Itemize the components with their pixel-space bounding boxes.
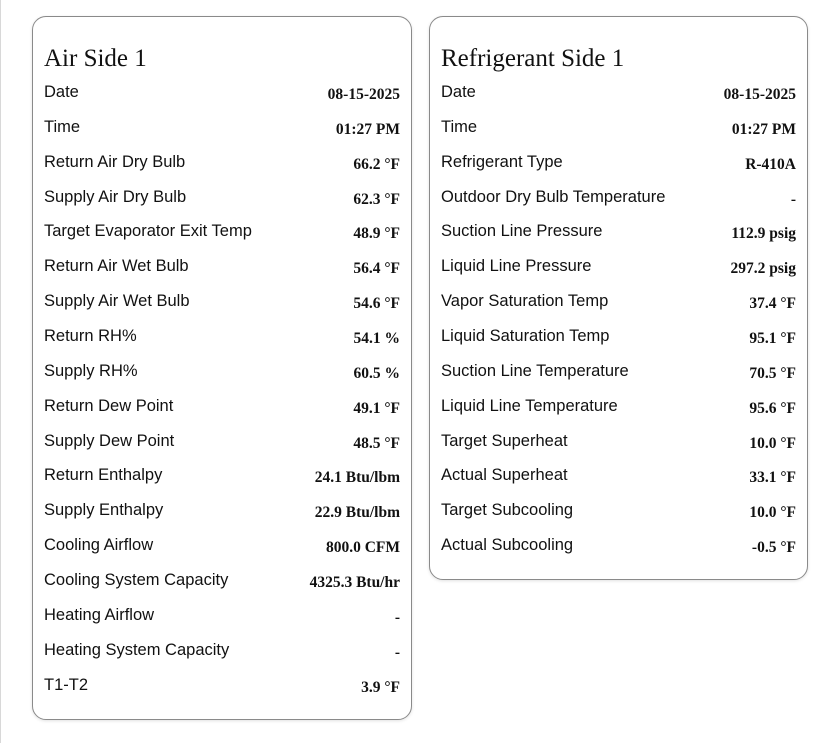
row-heating-system-capacity: [33, 641, 411, 665]
row-label: Liquid Line Pressure: [441, 257, 592, 276]
row-label: Supply Dew Point: [44, 431, 175, 450]
row-outdoor-dry-bulb-temperature: [430, 188, 807, 212]
row-label: Supply RH%: [44, 361, 138, 380]
row-supply-rh-pct: [33, 362, 411, 386]
row-supply-air-dry-bulb: [33, 188, 411, 212]
row-value: 01:27 PM: [335, 120, 400, 138]
row-label: Target Superheat: [441, 431, 568, 450]
row-label: Refrigerant Type: [441, 152, 563, 171]
row-value: 08-15-2025: [723, 86, 796, 103]
row-return-enthalpy: [33, 466, 411, 490]
row-liquid-saturation-temp: [430, 327, 807, 351]
refrigerant-side-title: Refrigerant Side 1: [441, 45, 625, 72]
row-label: Suction Line Pressure: [441, 222, 603, 241]
row-value: 62.3 °F: [353, 190, 400, 208]
row-label: Supply Enthalpy: [44, 501, 164, 520]
row-suction-line-pressure: [430, 222, 807, 246]
row-value: R-410A: [745, 155, 796, 173]
row-label: Date: [44, 83, 79, 101]
row-value: 3.9 °F: [361, 678, 400, 696]
row-value: -: [394, 608, 400, 626]
row-label: Return Air Dry Bulb: [44, 152, 186, 171]
row-t1-t2: [33, 676, 411, 700]
row-return-rh-pct: [33, 327, 411, 351]
row-label: T1-T2: [44, 675, 89, 694]
row-label: Date: [441, 83, 476, 101]
row-time: [33, 118, 411, 142]
row-label: Cooling System Capacity: [44, 570, 229, 589]
row-label: Supply Air Dry Bulb: [44, 187, 187, 206]
row-return-air-dry-bulb: [33, 153, 411, 177]
row-refrigerant-type: [430, 153, 807, 177]
row-value: 49.1 °F: [353, 399, 400, 417]
row-value: 10.0 °F: [749, 504, 796, 522]
air-side-card: [32, 16, 412, 720]
row-value: 54.6 °F: [353, 295, 400, 313]
row-value: 01:27 PM: [731, 120, 796, 138]
row-label: Time: [441, 117, 478, 136]
row-actual-superheat: [430, 466, 807, 490]
row-label: Actual Subcooling: [441, 536, 574, 554]
row-label: Return Enthalpy: [44, 466, 163, 485]
row-label: Heating Airflow: [44, 605, 155, 624]
row-value: 33.1 °F: [749, 469, 796, 487]
row-value: 24.1 Btu/lbm: [314, 469, 400, 487]
row-value: -: [790, 190, 796, 208]
row-target-evaporator-exit-temp: [33, 222, 411, 246]
row-value: 10.0 °F: [749, 434, 796, 452]
row-label: Return Air Wet Bulb: [44, 257, 189, 276]
row-date: [33, 83, 411, 107]
row-value: 54.1 %: [353, 330, 400, 347]
row-value: 112.9 psig: [731, 225, 796, 243]
row-value: 800.0 CFM: [325, 539, 400, 556]
row-label: Heating System Capacity: [44, 640, 230, 659]
row-cooling-system-capacity: [33, 571, 411, 595]
row-value: 4325.3 Btu/hr: [309, 573, 400, 591]
row-return-dew-point: [33, 397, 411, 421]
row-label: Time: [44, 117, 81, 136]
row-actual-subcooling: [430, 536, 807, 560]
row-supply-enthalpy: [33, 501, 411, 525]
row-supply-air-wet-bulb: [33, 292, 411, 316]
row-label: Vapor Saturation Temp: [441, 292, 609, 311]
row-label: Actual Superheat: [441, 466, 568, 485]
row-value: -0.5 °F: [751, 539, 796, 556]
row-heating-airflow: [33, 606, 411, 630]
row-label: Cooling Airflow: [44, 536, 154, 554]
row-label: Target Evaporator Exit Temp: [44, 222, 252, 241]
row-label: Supply Air Wet Bulb: [44, 292, 190, 311]
row-value: -: [394, 643, 400, 661]
row-label: Liquid Line Temperature: [441, 396, 618, 415]
row-label: Outdoor Dry Bulb Temperature: [441, 187, 666, 206]
row-value: 56.4 °F: [353, 260, 400, 278]
row-suction-line-temperature: [430, 362, 807, 386]
row-value: 22.9 Btu/lbm: [314, 504, 400, 522]
row-value: 48.9 °F: [353, 225, 400, 243]
row-label: Suction Line Temperature: [441, 361, 629, 380]
row-value: 95.1 °F: [749, 330, 796, 347]
row-liquid-line-pressure: [430, 257, 807, 281]
row-date: [430, 83, 807, 107]
row-return-air-wet-bulb: [33, 257, 411, 281]
row-value: 66.2 °F: [353, 155, 400, 173]
row-target-subcooling: [430, 501, 807, 525]
page-left-edge: [0, 0, 1, 743]
row-label: Return Dew Point: [44, 396, 174, 415]
row-cooling-airflow: [33, 536, 411, 560]
row-value: 70.5 °F: [749, 364, 796, 382]
row-target-superheat: [430, 432, 807, 456]
row-value: 48.5 °F: [353, 434, 400, 452]
row-value: 60.5 %: [353, 364, 400, 382]
row-label: Return RH%: [44, 327, 137, 345]
row-value: 95.6 °F: [749, 399, 796, 417]
row-time: [430, 118, 807, 142]
row-vapor-saturation-temp: [430, 292, 807, 316]
air-side-title: Air Side 1: [44, 45, 147, 72]
row-label: Liquid Saturation Temp: [441, 327, 610, 345]
row-supply-dew-point: [33, 432, 411, 456]
row-value: 297.2 psig: [730, 260, 796, 278]
row-value: 37.4 °F: [749, 295, 796, 313]
refrigerant-side-card: [429, 16, 808, 580]
row-value: 08-15-2025: [327, 86, 400, 103]
row-liquid-line-temperature: [430, 397, 807, 421]
row-label: Target Subcooling: [441, 501, 574, 520]
